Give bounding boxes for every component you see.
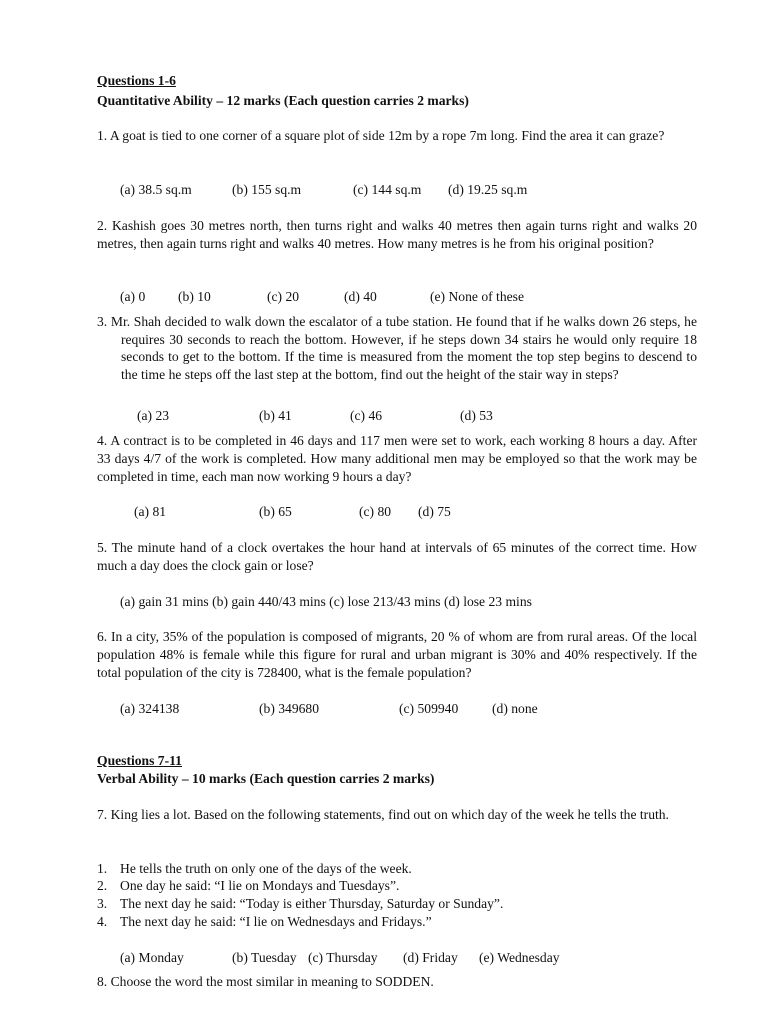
q7-statement-number: 4.	[97, 914, 108, 929]
q7-statement-number: 2.	[97, 878, 108, 893]
q1-option-d: (d) 19.25 sq.m	[448, 182, 528, 197]
q3-option-d: (d) 53	[460, 408, 493, 423]
q4-option-d: (d) 75	[418, 504, 451, 519]
question-1: 1. A goat is tied to one corner of a square plot of side 12m by a rope 7m long. Find the area it can graze?	[97, 128, 665, 143]
q7-statement-text: The next day he said: “Today is either Thursday, Saturday or Sunday”.	[120, 896, 504, 911]
q7-statement-text: He tells the truth on only one of the days of the week.	[120, 861, 412, 876]
q5-options: (a) gain 31 mins (b) gain 440/43 mins (c) lose 213/43 mins (d) lose 23 mins	[120, 594, 532, 609]
question-6: 6. In a city, 35% of the population is composed of migrants, 20 % of whom are from rural areas. Of the local population 48% is female while this figure for rural and urban migrant is 30% and 40% respectively. If the total population of the city is 728400, what is the female population?	[97, 629, 697, 680]
question-2: 2. Kashish goes 30 metres north, then turns right and walks 40 metres then again turns right and walks 20 metres, then again turns right and walks 40 metres. How many metres is he from his original position?	[97, 218, 697, 251]
q4-option-b: (b) 65	[259, 504, 292, 519]
section-2-subtitle: Verbal Ability – 10 marks (Each question carries 2 marks)	[97, 771, 435, 786]
q2-option-e: (e) None of these	[430, 289, 524, 304]
q7-option-d: (d) Friday	[403, 950, 458, 965]
q3-option-b: (b) 41	[259, 408, 292, 423]
q7-statement-number: 3.	[97, 896, 108, 911]
q7-statement-number: 1.	[97, 861, 108, 876]
q2-option-a: (a) 0	[120, 289, 146, 304]
q6-option-a: (a) 324138	[120, 701, 180, 716]
q3-option-a: (a) 23	[137, 408, 170, 423]
q4-option-c: (c) 80	[359, 504, 392, 519]
q7-option-a: (a) Monday	[120, 950, 184, 965]
q7-option-c: (c) Thursday	[308, 950, 378, 965]
q7-statement-text: The next day he said: “I lie on Wednesdays and Fridays.”	[120, 914, 432, 929]
q1-option-c: (c) 144 sq.m	[353, 182, 422, 197]
section-2-title: Questions 7-11	[97, 753, 182, 768]
question-5: 5. The minute hand of a clock overtakes the hour hand at intervals of 65 minutes of the correct time. How much a day does the clock gain or lose?	[97, 540, 697, 573]
q6-option-b: (b) 349680	[259, 701, 320, 716]
q3-option-c: (c) 46	[350, 408, 383, 423]
q1-option-b: (b) 155 sq.m	[232, 182, 302, 197]
q7-option-b: (b) Tuesday	[232, 950, 297, 965]
section-1-title: Questions 1-6	[97, 73, 176, 88]
q4-option-a: (a) 81	[134, 504, 167, 519]
q2-option-b: (b) 10	[178, 289, 211, 304]
q7-statement-text: One day he said: “I lie on Mondays and Tuesdays”.	[120, 878, 400, 893]
q6-option-d: (d) none	[492, 701, 538, 716]
question-8: 8. Choose the word the most similar in meaning to SODDEN.	[97, 974, 434, 989]
q6-option-c: (c) 509940	[399, 701, 459, 716]
question-7: 7. King lies a lot. Based on the following statements, find out on which day of the week he tells the truth.	[97, 807, 669, 822]
q2-option-d: (d) 40	[344, 289, 377, 304]
question-4: 4. A contract is to be completed in 46 days and 117 men were set to work, each working 8 hours a day. After 33 days 4/7 of the work is completed. How many additional men may be employed so that the work may be completed in time, each man now working 9 hours a day?	[97, 433, 697, 484]
question-3: 3. Mr. Shah decided to walk down the escalator of a tube station. He found that if he walks down 26 steps, he requires 30 seconds to reach the bottom. However, if he steps down 34 stairs he would only require 18 seconds to get to the bottom. If the time is measured from the moment the top step begins to descend to the time he steps off the last step at the bottom, find out the height of the stair way in steps?	[97, 314, 697, 382]
q7-option-e: (e) Wednesday	[479, 950, 560, 965]
q1-option-a: (a) 38.5 sq.m	[120, 182, 192, 197]
q2-option-c: (c) 20	[267, 289, 300, 304]
section-1-subtitle: Quantitative Ability – 12 marks (Each question carries 2 marks)	[97, 93, 469, 108]
